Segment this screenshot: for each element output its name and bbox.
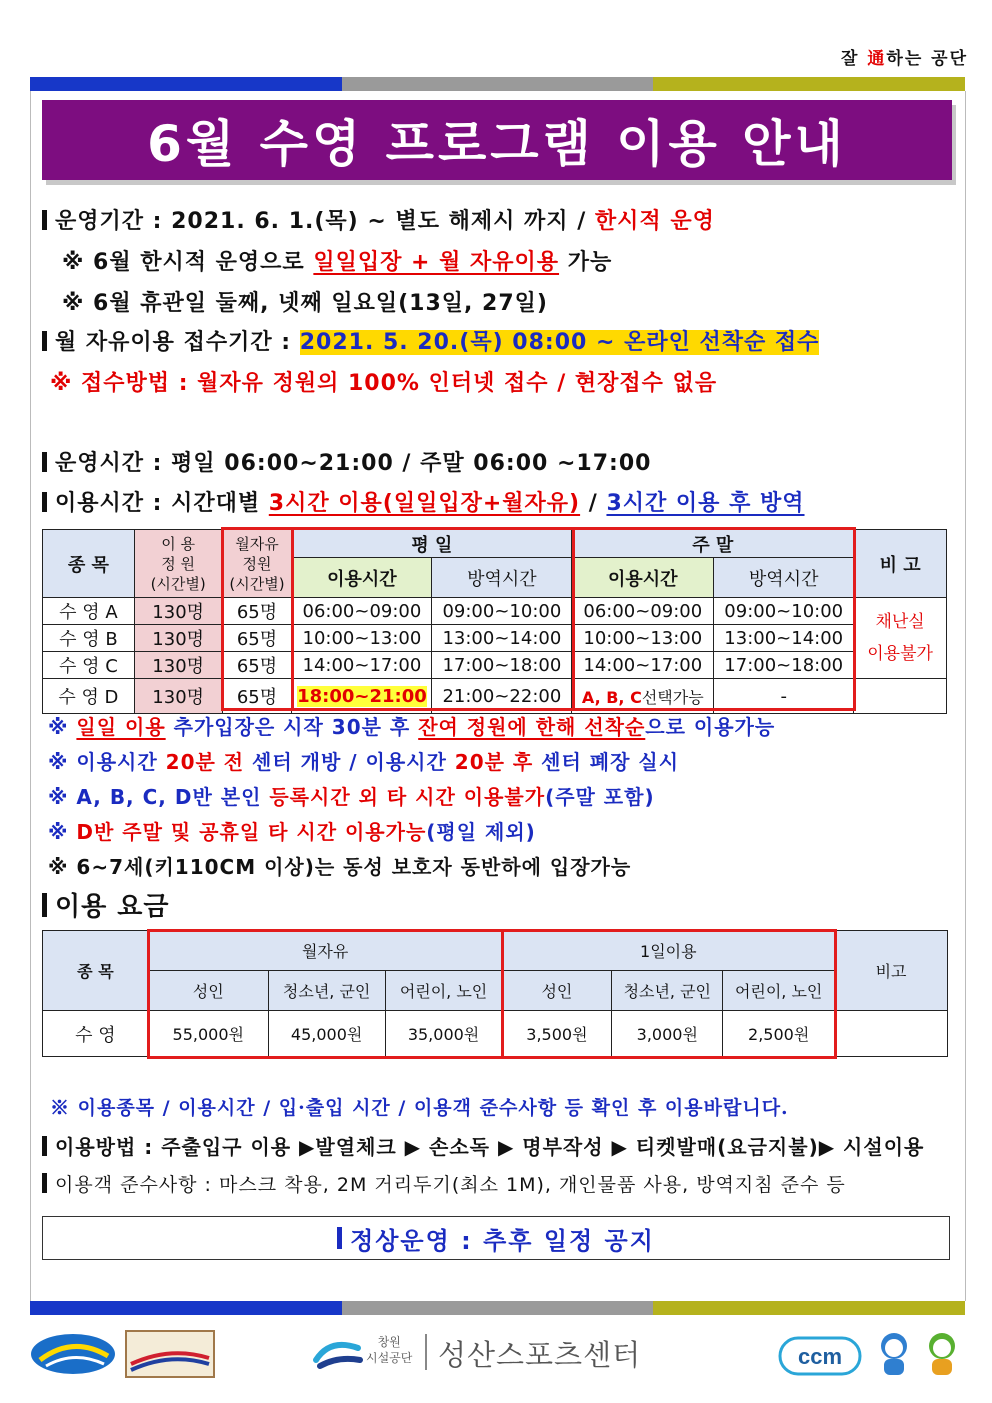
mascot-green-icon (920, 1330, 964, 1380)
fee-col-daily: 1일이용 (502, 931, 835, 971)
temporary-note: ※ 6월 한시적 운영으로 일일입장 + 월 자유이용 가능 (62, 250, 613, 275)
top-color-bar (30, 77, 965, 91)
fee-section-title: 이용 요금 (42, 886, 170, 923)
table-row: 수 영 D 130명 65명 18:00~21:00 21:00~22:00 A, B, C선택가능 - (43, 679, 947, 714)
mascot-blue-icon (872, 1330, 916, 1380)
table-row: 수 영 55,000원 45,000원 35,000원 3,500원 3,000원 2,500원 (43, 1011, 948, 1057)
registration-method: ※ 접수방법 : 월자유 정원의 100% 인터넷 접수 / 현장접수 없음 (50, 371, 718, 396)
note-open-close: ※ 이용시간 20분 전 센터 개방 / 이용시간 20분 후 센터 폐장 실시 (48, 750, 680, 774)
col-weekday-disinfect: 방역시간 (432, 558, 572, 598)
operation-period: 운영기간 : 2021. 6. 1.(목) ~ 별도 해제시 까지 / 한시적 운영 (42, 204, 715, 235)
note-class-time: ※ A, B, C, D반 본인 등록시간 외 타 시간 이용불가(주말 포함) (48, 785, 655, 809)
col-monthly-capacity: 월자유 정원 (시간별) (222, 530, 292, 598)
slogan: 잘 通하는 공단 (841, 49, 968, 69)
col-weekday: 평 일 (292, 530, 572, 558)
page-title: 6월 수영 프로그램 이용 안내 (42, 100, 952, 180)
fee-col-monthly: 월자유 (148, 931, 502, 971)
col-weekday-use: 이용시간 (292, 558, 432, 598)
schedule-table (42, 529, 947, 714)
usage-time: 이용시간 : 시간대별 3시간 이용(일일입장+월자유) / 3시간 이용 후 방역 (42, 486, 805, 517)
fee-table: 종 목 월자유 1일이용 비고 성인 청소년, 군인 어린이, 노인 성인 청소년, 군인 어린이, 노인 수 영 55,000원 45,000원 35,000원 3,500원 3,000원 2,500원 (42, 930, 948, 1057)
col-weekend-disinfect: 방역시간 (714, 558, 854, 598)
ccm-logo (778, 1336, 862, 1376)
operating-hours: 운영시간 : 평일 06:00~21:00 / 주말 06:00 ~17:00 (42, 446, 651, 477)
closed-days: ※ 6월 휴관일 둘째, 넷째 일요일(13일, 27일) (62, 291, 548, 316)
certification-badge (125, 1330, 215, 1378)
col-weekend: 주 말 (572, 530, 854, 558)
registration-period: 월 자유이용 접수기간 : 2021. 5. 20.(목) 08:00 ~ 온라인 선착순 접수 (42, 325, 819, 356)
normal-operation-box: 정상운영 : 추후 일정 공지 (42, 1216, 950, 1260)
logo-divider (425, 1334, 427, 1370)
col-capacity: 이 용 정 원 (시간별) (134, 530, 222, 598)
center-name: 성산스포츠센터 (438, 1338, 642, 1372)
table-row: 수 영 A 130명 65명 06:00~09:00 09:00~10:00 06:00~09:00 09:00~10:00 채난실 이용불가 (43, 598, 947, 625)
note-daily-entry: ※ 일일 이용 추가입장은 시작 30분 후 잔여 정원에 한해 선착순으로 이용가능 (48, 715, 776, 739)
col-weekend-use: 이용시간 (572, 558, 714, 598)
org-name-small: 창원 시설공단 (366, 1335, 413, 1365)
fee-col-note: 비고 (835, 931, 948, 1011)
user-rules: 이용객 준수사항 : 마스크 착용, 2M 거리두기(최소 1M), 개인물품 사용, 방역지침 준수 등 (42, 1170, 846, 1197)
usage-notice: ※ 이용종목 / 이용시간 / 입·출입 시간 / 이용객 준수사항 등 확인 후 이용바랍니다. (50, 1097, 789, 1119)
table-row: 수 영 B 130명 65명 10:00~13:00 13:00~14:00 10:00~13:00 13:00~14:00 (43, 625, 947, 652)
usage-method: 이용방법 : 주출입구 이용 ▶발열체크 ▶ 손소독 ▶ 명부작성 ▶ 티켓발매(요금지불)▶ 시설이용 (42, 1131, 924, 1160)
table-row: 수 영 C 130명 65명 14:00~17:00 17:00~18:00 14:00~17:00 17:00~18:00 (43, 652, 947, 679)
svg-text:ccm: ccm (797, 1344, 843, 1369)
bottom-color-bar (30, 1301, 965, 1315)
corporation-logo-icon (308, 1334, 368, 1374)
col-item: 종 목 (43, 530, 135, 598)
col-note: 비 고 (854, 530, 947, 598)
note-child: ※ 6~7세(키110CM 이상)는 동성 보호자 동반하에 입장가능 (48, 855, 632, 879)
note-d-class: ※ D반 주말 및 공휴일 타 시간 이용가능(평일 제외) (48, 820, 536, 844)
changwon-city-logo (28, 1330, 118, 1378)
note-cell: 채난실 이용불가 (854, 598, 947, 679)
fee-col-item: 종 목 (43, 931, 149, 1011)
